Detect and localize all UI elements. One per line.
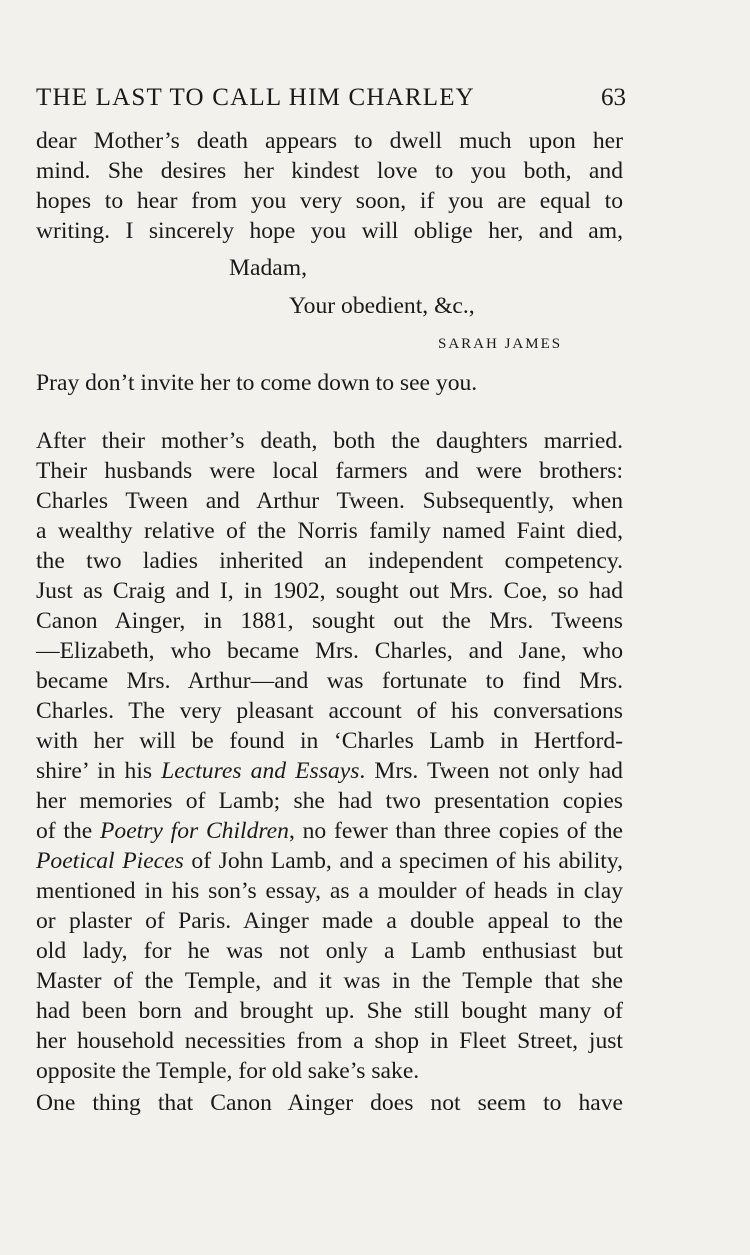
paragraph-line: One thing that Canon Ainger does not seem to have [36,1090,623,1116]
page-number: 63 [601,84,626,111]
letter-signature: SARAH JAMES [438,336,563,352]
letter-line: dear Mother’s death appears to dwell much upon her [36,128,623,154]
letter-postscript: Pray don’t invite her to come down to see you. [36,370,478,396]
paragraph-line: Poetical Pieces of John Lamb, and a specimen of his ability, [36,848,623,874]
paragraph-line: or plaster of Paris. Ainger made a double appeal to the [36,908,623,934]
running-header [36,84,626,112]
running-title: THE LAST TO CALL HIM CHARLEY [36,84,475,111]
paragraph-line: Charles Tween and Arthur Tween. Subsequently, when [36,488,623,514]
paragraph-line: a wealthy relative of the Norris family named Faint died, [36,518,623,544]
letter-line: writing. I sincerely hope you will oblige her, and am, [36,218,623,244]
paragraph-line: with her will be found in ‘Charles Lamb in Hertford- [36,728,623,754]
book-title-italic: Poetical Pieces [36,848,184,874]
letter-salutation: Madam, [229,255,307,281]
paragraph-line: the two ladies inherited an independent competency. [36,548,623,574]
letter-line: hopes to hear from you very soon, if you are equal to [36,188,623,214]
paragraph-line: After their mother’s death, both the daughters married. [36,428,623,454]
paragraph-line: her household necessities from a shop in Fleet Street, just [36,1028,623,1054]
paragraph-line: mentioned in his son’s essay, as a moulder of heads in clay [36,878,623,904]
paragraph-line: Their husbands were local farmers and were brothers: [36,458,623,484]
book-title-italic: Lectures and Essays [161,758,360,784]
paragraph-line: of the Poetry for Children, no fewer than three copies of the [36,818,623,844]
paragraph-line: her memories of Lamb; she had two presentation copies [36,788,623,814]
book-title-italic: Poetry for Children [100,818,289,844]
letter-line: mind. She desires her kindest love to you both, and [36,158,623,184]
paragraph-line: Just as Craig and I, in 1902, sought out Mrs. Coe, so had [36,578,623,604]
paragraph-line: old lady, for he was not only a Lamb enthusiast but [36,938,623,964]
paragraph-line: Charles. The very pleasant account of his conversations [36,698,623,724]
letter-closing: Your obedient, &c., [289,293,475,319]
paragraph-line: Master of the Temple, and it was in the Temple that she [36,968,623,994]
paragraph-line: shire’ in his Lectures and Essays. Mrs. Tween not only had [36,758,623,784]
paragraph-line: Canon Ainger, in 1881, sought out the Mrs. Tweens [36,608,623,634]
paragraph-last-line: opposite the Temple, for old sake’s sake. [36,1058,420,1084]
paragraph-line: became Mrs. Arthur—and was fortunate to find Mrs. [36,668,623,694]
paragraph-line: —Elizabeth, who became Mrs. Charles, and Jane, who [36,638,623,664]
paragraph-line: had been born and brought up. She still bought many of [36,998,623,1024]
